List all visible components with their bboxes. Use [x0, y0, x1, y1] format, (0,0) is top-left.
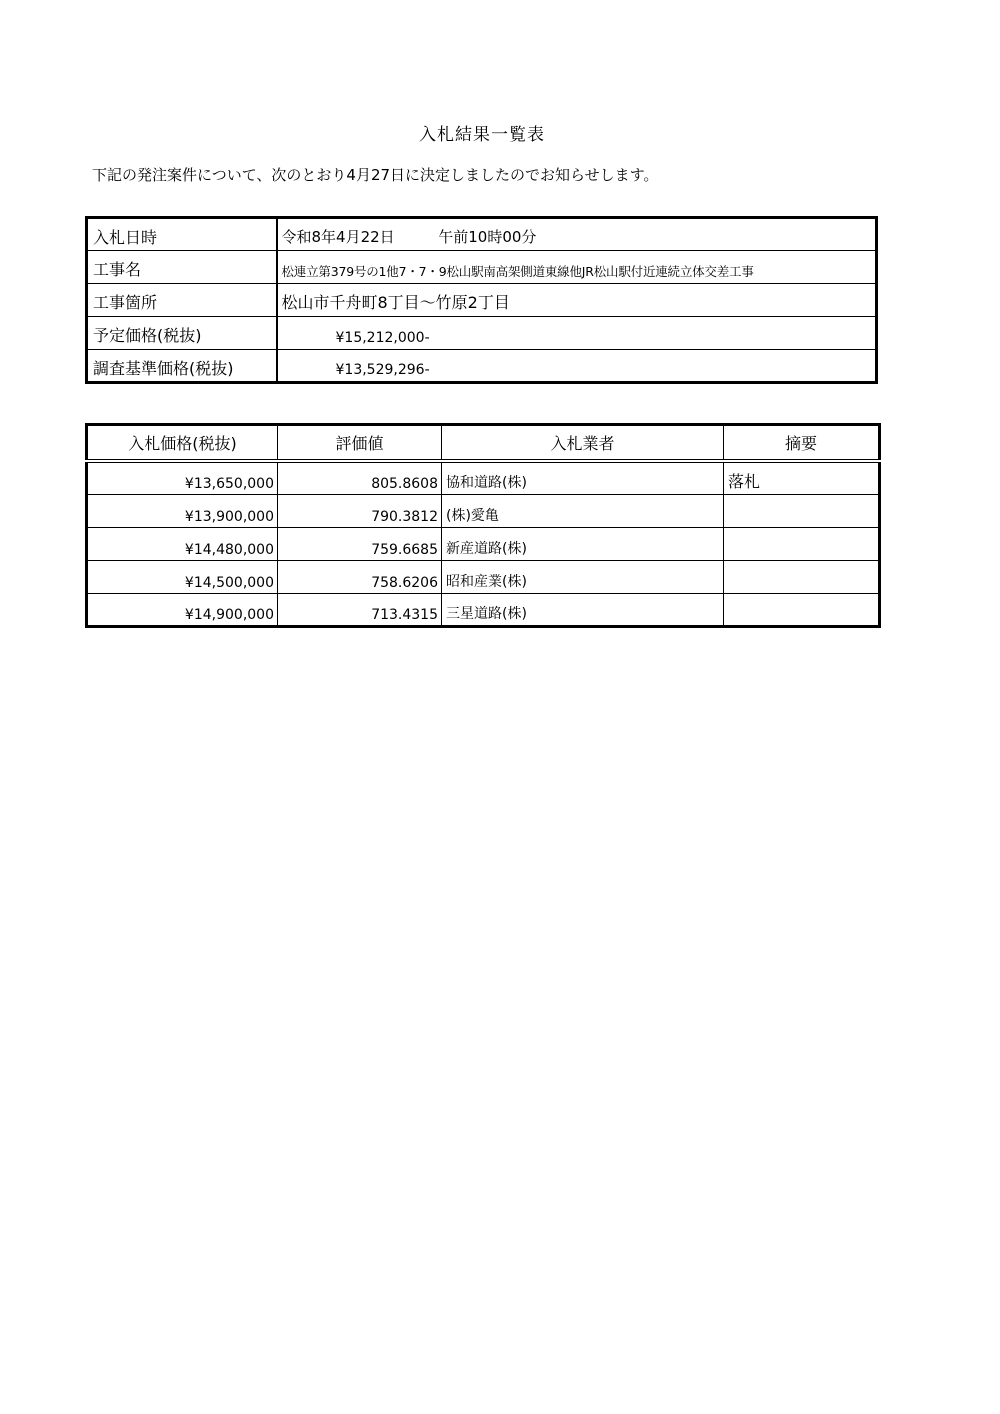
- info-row-planned-price: [87, 317, 877, 350]
- score-cell: 713.4315: [278, 593, 442, 626]
- company-cell: 三星道路(株): [442, 593, 724, 626]
- project-name-label: 工事名: [87, 251, 277, 284]
- note-cell: 落札: [724, 461, 880, 494]
- location-value: 松山市千舟町8丁目～竹原2丁目: [277, 284, 877, 317]
- note-cell: [724, 494, 880, 527]
- planned-price-value: ¥15,212,000-: [277, 317, 877, 350]
- bid-price-cell: ¥13,650,000: [87, 461, 278, 494]
- info-row-project-name: [87, 251, 877, 284]
- project-name-value: 松連立第379号の1他7・7・9松山駅南高架側道東線他JR松山駅付近連続立体交差工事: [277, 251, 877, 284]
- intro-text: 下記の発注案件について、次のとおり4月27日に決定しましたのでお知らせします。: [92, 166, 659, 184]
- survey-price-label: 調査基準価格(税抜): [87, 350, 277, 383]
- header-score: 評価値: [278, 425, 442, 462]
- bid-datetime-label: 入札日時: [87, 218, 277, 251]
- table-row: [87, 461, 880, 494]
- bid-price-cell: ¥14,480,000: [87, 527, 278, 560]
- info-row-bid-datetime: [87, 218, 877, 251]
- table-row: [87, 560, 880, 593]
- score-cell: 759.6685: [278, 527, 442, 560]
- header-bid-price: 入札価格(税抜): [87, 425, 278, 462]
- location-label: 工事箇所: [87, 284, 277, 317]
- score-cell: 758.6206: [278, 560, 442, 593]
- info-row-survey-price: [87, 350, 877, 383]
- results-table: [85, 423, 881, 628]
- bid-price-cell: ¥14,900,000: [87, 593, 278, 626]
- table-row: [87, 527, 880, 560]
- note-cell: [724, 593, 880, 626]
- bid-time: 午前10時00分: [438, 228, 537, 246]
- survey-price-value: ¥13,529,296-: [277, 350, 877, 383]
- company-cell: 協和道路(株): [442, 461, 724, 494]
- planned-price-label: 予定価格(税抜): [87, 317, 277, 350]
- table-row: [87, 593, 880, 626]
- info-table: [85, 216, 878, 384]
- company-cell: 昭和産業(株): [442, 560, 724, 593]
- score-cell: 805.8608: [278, 461, 442, 494]
- table-row: [87, 494, 880, 527]
- bid-date: 令和8年4月22日: [281, 228, 395, 246]
- results-header-row: [87, 425, 880, 462]
- bid-datetime-value: [277, 218, 877, 251]
- note-cell: [724, 527, 880, 560]
- bid-price-cell: ¥14,500,000: [87, 560, 278, 593]
- header-company: 入札業者: [442, 425, 724, 462]
- header-note: 摘要: [724, 425, 880, 462]
- page-title: 入札結果一覧表: [419, 125, 545, 145]
- company-cell: (株)愛亀: [442, 494, 724, 527]
- score-cell: 790.3812: [278, 494, 442, 527]
- info-row-location: [87, 284, 877, 317]
- company-cell: 新産道路(株): [442, 527, 724, 560]
- bid-price-cell: ¥13,900,000: [87, 494, 278, 527]
- note-cell: [724, 560, 880, 593]
